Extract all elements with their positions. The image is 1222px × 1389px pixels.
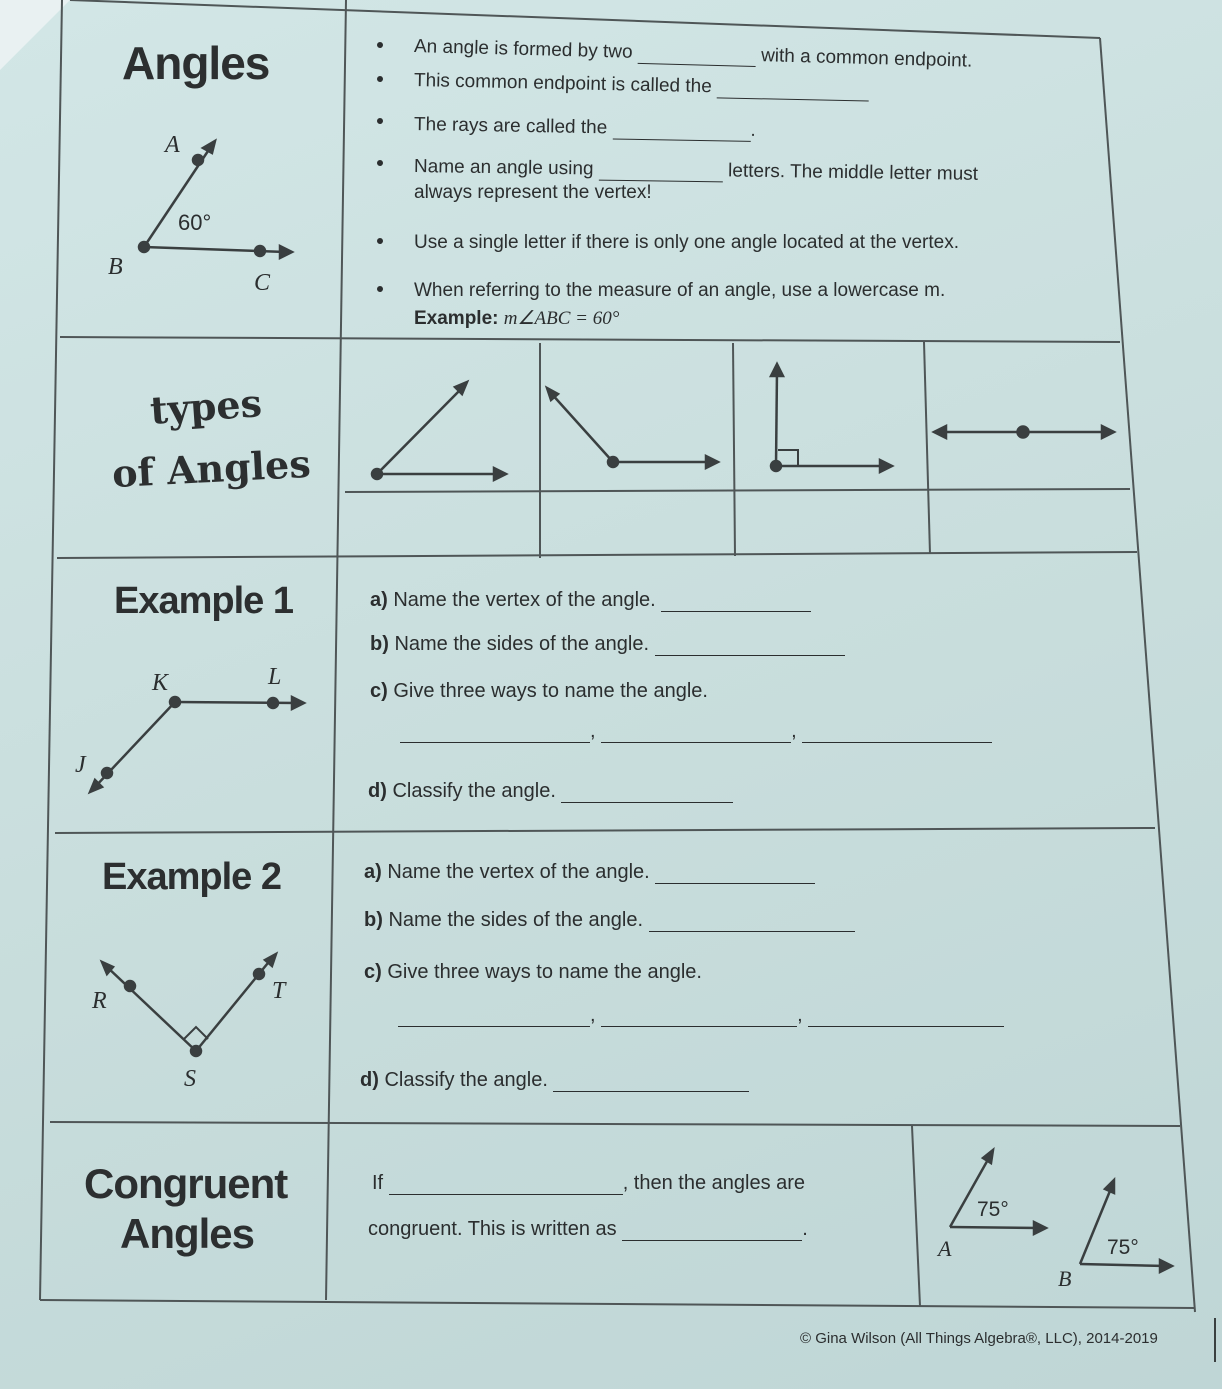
point-c-label: C <box>254 270 271 296</box>
point-k-label: K <box>152 670 169 696</box>
page-edge-mark <box>1214 1318 1216 1362</box>
q-letter: a) <box>370 589 388 611</box>
q-letter: d) <box>360 1069 379 1091</box>
congruent-title-line2: Angles <box>120 1210 255 1257</box>
period: . <box>750 119 756 141</box>
example2-title: Example 2 <box>102 856 281 898</box>
point-j-label: J <box>75 752 86 778</box>
q-text: Name the sides of the angle. <box>388 909 644 931</box>
point-a-label: A <box>938 1236 952 1261</box>
example1-title: Example 1 <box>114 580 293 622</box>
q-text: Classify the angle. <box>384 1069 548 1091</box>
q-letter: c) <box>370 680 388 702</box>
period: . <box>802 1218 808 1240</box>
q-letter: d) <box>368 780 387 802</box>
q-text: Name the vertex of the angle. <box>393 589 656 611</box>
q-text: Classify the angle. <box>392 780 556 802</box>
definition-text-a: An angle is formed by two <box>413 36 633 63</box>
angles-title: Angles <box>122 37 270 89</box>
types-title-line1: types <box>148 380 264 433</box>
q-letter: b) <box>370 633 389 655</box>
bullet-measure: When referring to the measure of an angle, use a lowercase m. <box>414 280 946 301</box>
sides-text: The rays are called the <box>413 114 608 139</box>
if-text: If <box>372 1172 384 1194</box>
q-letter: a) <box>364 861 382 883</box>
angle-measure-label: 60° <box>178 210 212 235</box>
naming-text-c: always represent the vertex! <box>414 182 652 203</box>
then-text: , then the angles are <box>622 1172 806 1194</box>
q-text: Give three ways to name the angle. <box>393 680 708 702</box>
comma: , <box>590 1004 596 1026</box>
example-label: Example: <box>414 308 499 329</box>
point-b-label: B <box>1058 1266 1072 1291</box>
q-letter: b) <box>364 909 383 931</box>
vertex-text: This common endpoint is called the <box>413 70 712 98</box>
point-l-label: L <box>268 664 282 690</box>
comma: , <box>590 720 596 742</box>
point-s-label: S <box>184 1066 196 1092</box>
point-a-label: A <box>165 132 180 158</box>
q-text: Name the sides of the angle. <box>394 633 650 655</box>
comma: , <box>791 720 797 742</box>
naming-text-a: Name an angle using <box>413 156 594 180</box>
naming-text-b: letters. The middle letter must <box>727 160 979 185</box>
q-letter: c) <box>364 961 382 983</box>
definition-text-b: with a common endpoint. <box>760 45 973 72</box>
congruent-measure-a: 75° <box>977 1198 1009 1221</box>
point-t-label: T <box>272 978 286 1004</box>
congruent-measure-b: 75° <box>1107 1236 1139 1259</box>
bullet-single-letter: Use a single letter if there is only one angle located at the vertex. <box>414 232 959 253</box>
q-text: Name the vertex of the angle. <box>387 861 650 883</box>
written-as-text: congruent. This is written as <box>368 1218 617 1240</box>
point-r-label: R <box>92 988 107 1014</box>
q-text: Give three ways to name the angle. <box>387 961 702 983</box>
types-title-line2: of Angles <box>110 440 312 497</box>
copyright-footer: © Gina Wilson (All Things Algebra®, LLC), 2014-2019 <box>800 1330 1158 1347</box>
example-expression: m∠ABC = 60° <box>503 308 620 329</box>
comma: , <box>797 1004 803 1026</box>
point-b-label: B <box>108 254 123 280</box>
congruent-title-line1: Congruent <box>84 1160 288 1207</box>
